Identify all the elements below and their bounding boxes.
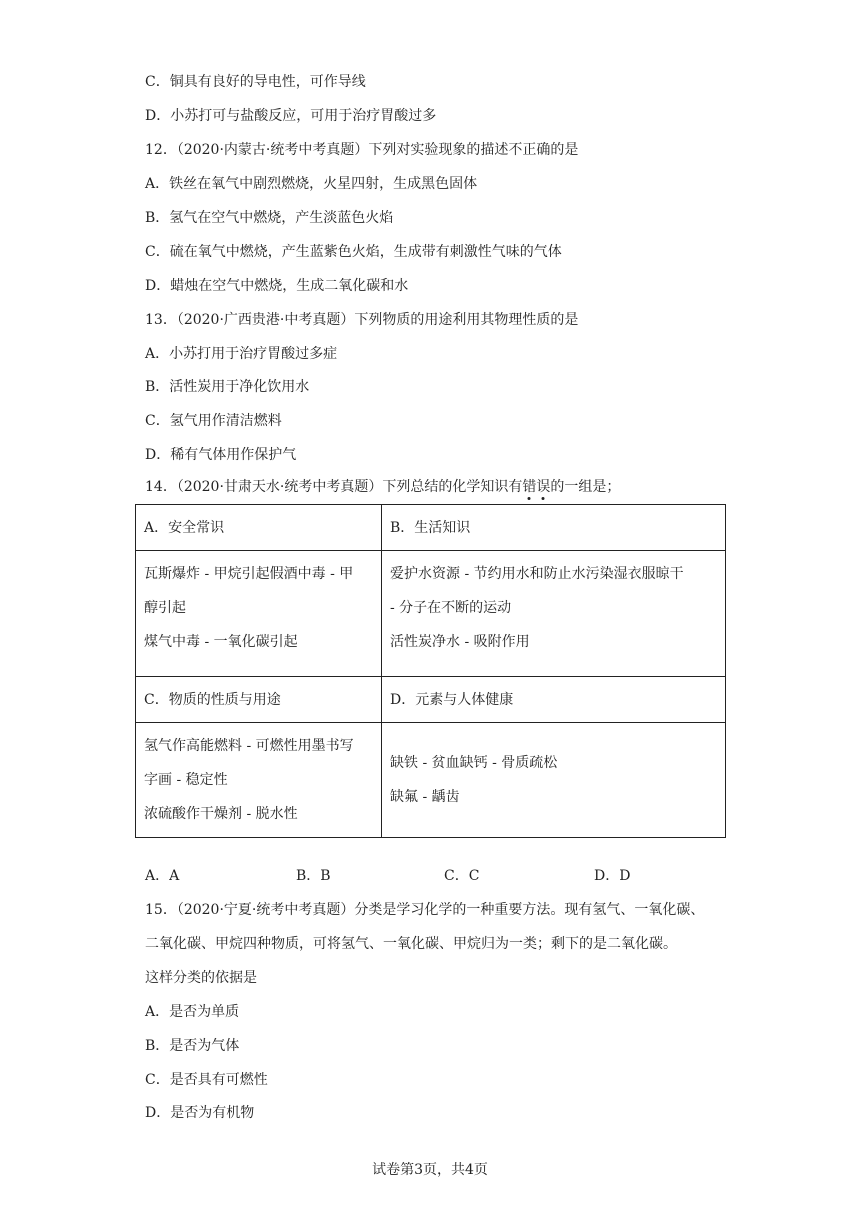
q13-option-d: D．稀有气体用作保护气 xyxy=(145,447,297,463)
table-cell-b-line: 活性炭净水 - 吸附作用 xyxy=(390,634,530,650)
q11-option-d: D．小苏打可与盐酸反应，可用于治疗胃酸过多 xyxy=(145,108,437,124)
q15-option-d: D．是否为有机物 xyxy=(145,1105,255,1121)
q14-knowledge-table xyxy=(135,504,726,838)
q13-option-a: A．小苏打用于治疗胃酸过多症 xyxy=(145,346,338,362)
q14-stem-post: 的一组是； xyxy=(550,479,621,495)
table-cell-c-content xyxy=(136,723,382,838)
q11-option-c: C．铜具有良好的导电性，可作导线 xyxy=(145,74,366,90)
q15-stem-line-2: 二氧化碳、甲烷四种物质，可将氢气、一氧化碳、甲烷归为一类；剩下的是二氧化碳。 xyxy=(145,936,677,952)
q13-option-b: B．活性炭用于净化饮用水 xyxy=(145,379,310,395)
q14-stem-emphasis-1: 错 xyxy=(522,479,537,495)
table-cell-b-heading: B．生活知识 xyxy=(382,505,726,551)
q12-option-a: A．铁丝在氧气中剧烈燃烧，火星四射，生成黑色固体 xyxy=(145,176,478,192)
table-cell-c-line: 氢气作高能燃料 - 可燃性用墨书写 xyxy=(144,738,354,754)
table-cell-d-line: 缺氟 - 龋齿 xyxy=(390,789,460,805)
q14-answer-b: B．B xyxy=(296,868,331,884)
table-cell-a-line: 煤气中毒 - 一氧化碳引起 xyxy=(144,634,298,650)
q12-stem: 12．（2020·内蒙古·统考中考真题）下列对实验现象的描述不正确的是 xyxy=(145,142,579,158)
table-cell-d-line: 缺铁 - 贫血缺钙 - 骨质疏松 xyxy=(390,755,558,771)
table-cell-d-content xyxy=(382,723,726,838)
table-cell-b-content xyxy=(382,551,726,677)
table-cell-a-line: 瓦斯爆炸 - 甲烷引起假酒中毒 - 甲 xyxy=(144,566,354,582)
page-footer: 试卷第3页，共4页 xyxy=(372,1162,488,1178)
q15-stem-line-1: 15．（2020·宁夏·统考中考真题）分类是学习化学的一种重要方法。现有氢气、一氧化碳、 xyxy=(145,902,705,918)
table-cell-c-line: 字画 - 稳定性 xyxy=(144,772,228,788)
table-cell-c-heading: C．物质的性质与用途 xyxy=(136,677,382,723)
q14-answer-d: D．D xyxy=(594,868,631,884)
q14-stem xyxy=(145,477,620,497)
table-cell-a-line: 醇引起 xyxy=(144,600,186,616)
q14-answer-c: C．C xyxy=(444,868,480,884)
q13-stem: 13．（2020·广西贵港·中考真题）下列物质的用途利用其物理性质的是 xyxy=(145,312,579,328)
table-cell-b-line: 爱护水资源 - 节约用水和防止水污染湿衣服晾干 xyxy=(390,566,684,582)
q14-stem-emphasis-2: 误 xyxy=(536,479,551,495)
q12-option-b: B．氢气在空气中燃烧，产生淡蓝色火焰 xyxy=(145,210,394,226)
q15-option-b: B．是否为气体 xyxy=(145,1038,240,1054)
table-cell-a-heading: A．安全常识 xyxy=(136,505,382,551)
q15-stem-line-3: 这样分类的依据是 xyxy=(145,970,257,986)
q12-option-d: D．蜡烛在空气中燃烧，生成二氧化碳和水 xyxy=(145,278,409,294)
q13-option-c: C．氢气用作清洁燃料 xyxy=(145,413,282,429)
table-cell-d-heading: D．元素与人体健康 xyxy=(382,677,726,723)
table-cell-c-line: 浓硫酸作干燥剂 - 脱水性 xyxy=(144,806,298,822)
q14-stem-pre: 14．（2020·甘肃天水·统考中考真题）下列总结的化学知识有 xyxy=(145,479,523,495)
q15-option-c: C．是否具有可燃性 xyxy=(145,1072,268,1088)
table-cell-b-line: - 分子在不断的运动 xyxy=(390,600,512,616)
q14-answer-a: A．A xyxy=(145,868,180,884)
q12-option-c: C．硫在氧气中燃烧，产生蓝紫色火焰，生成带有刺激性气味的气体 xyxy=(145,244,562,260)
table-cell-a-content xyxy=(136,551,382,677)
q15-option-a: A．是否为单质 xyxy=(145,1004,240,1020)
